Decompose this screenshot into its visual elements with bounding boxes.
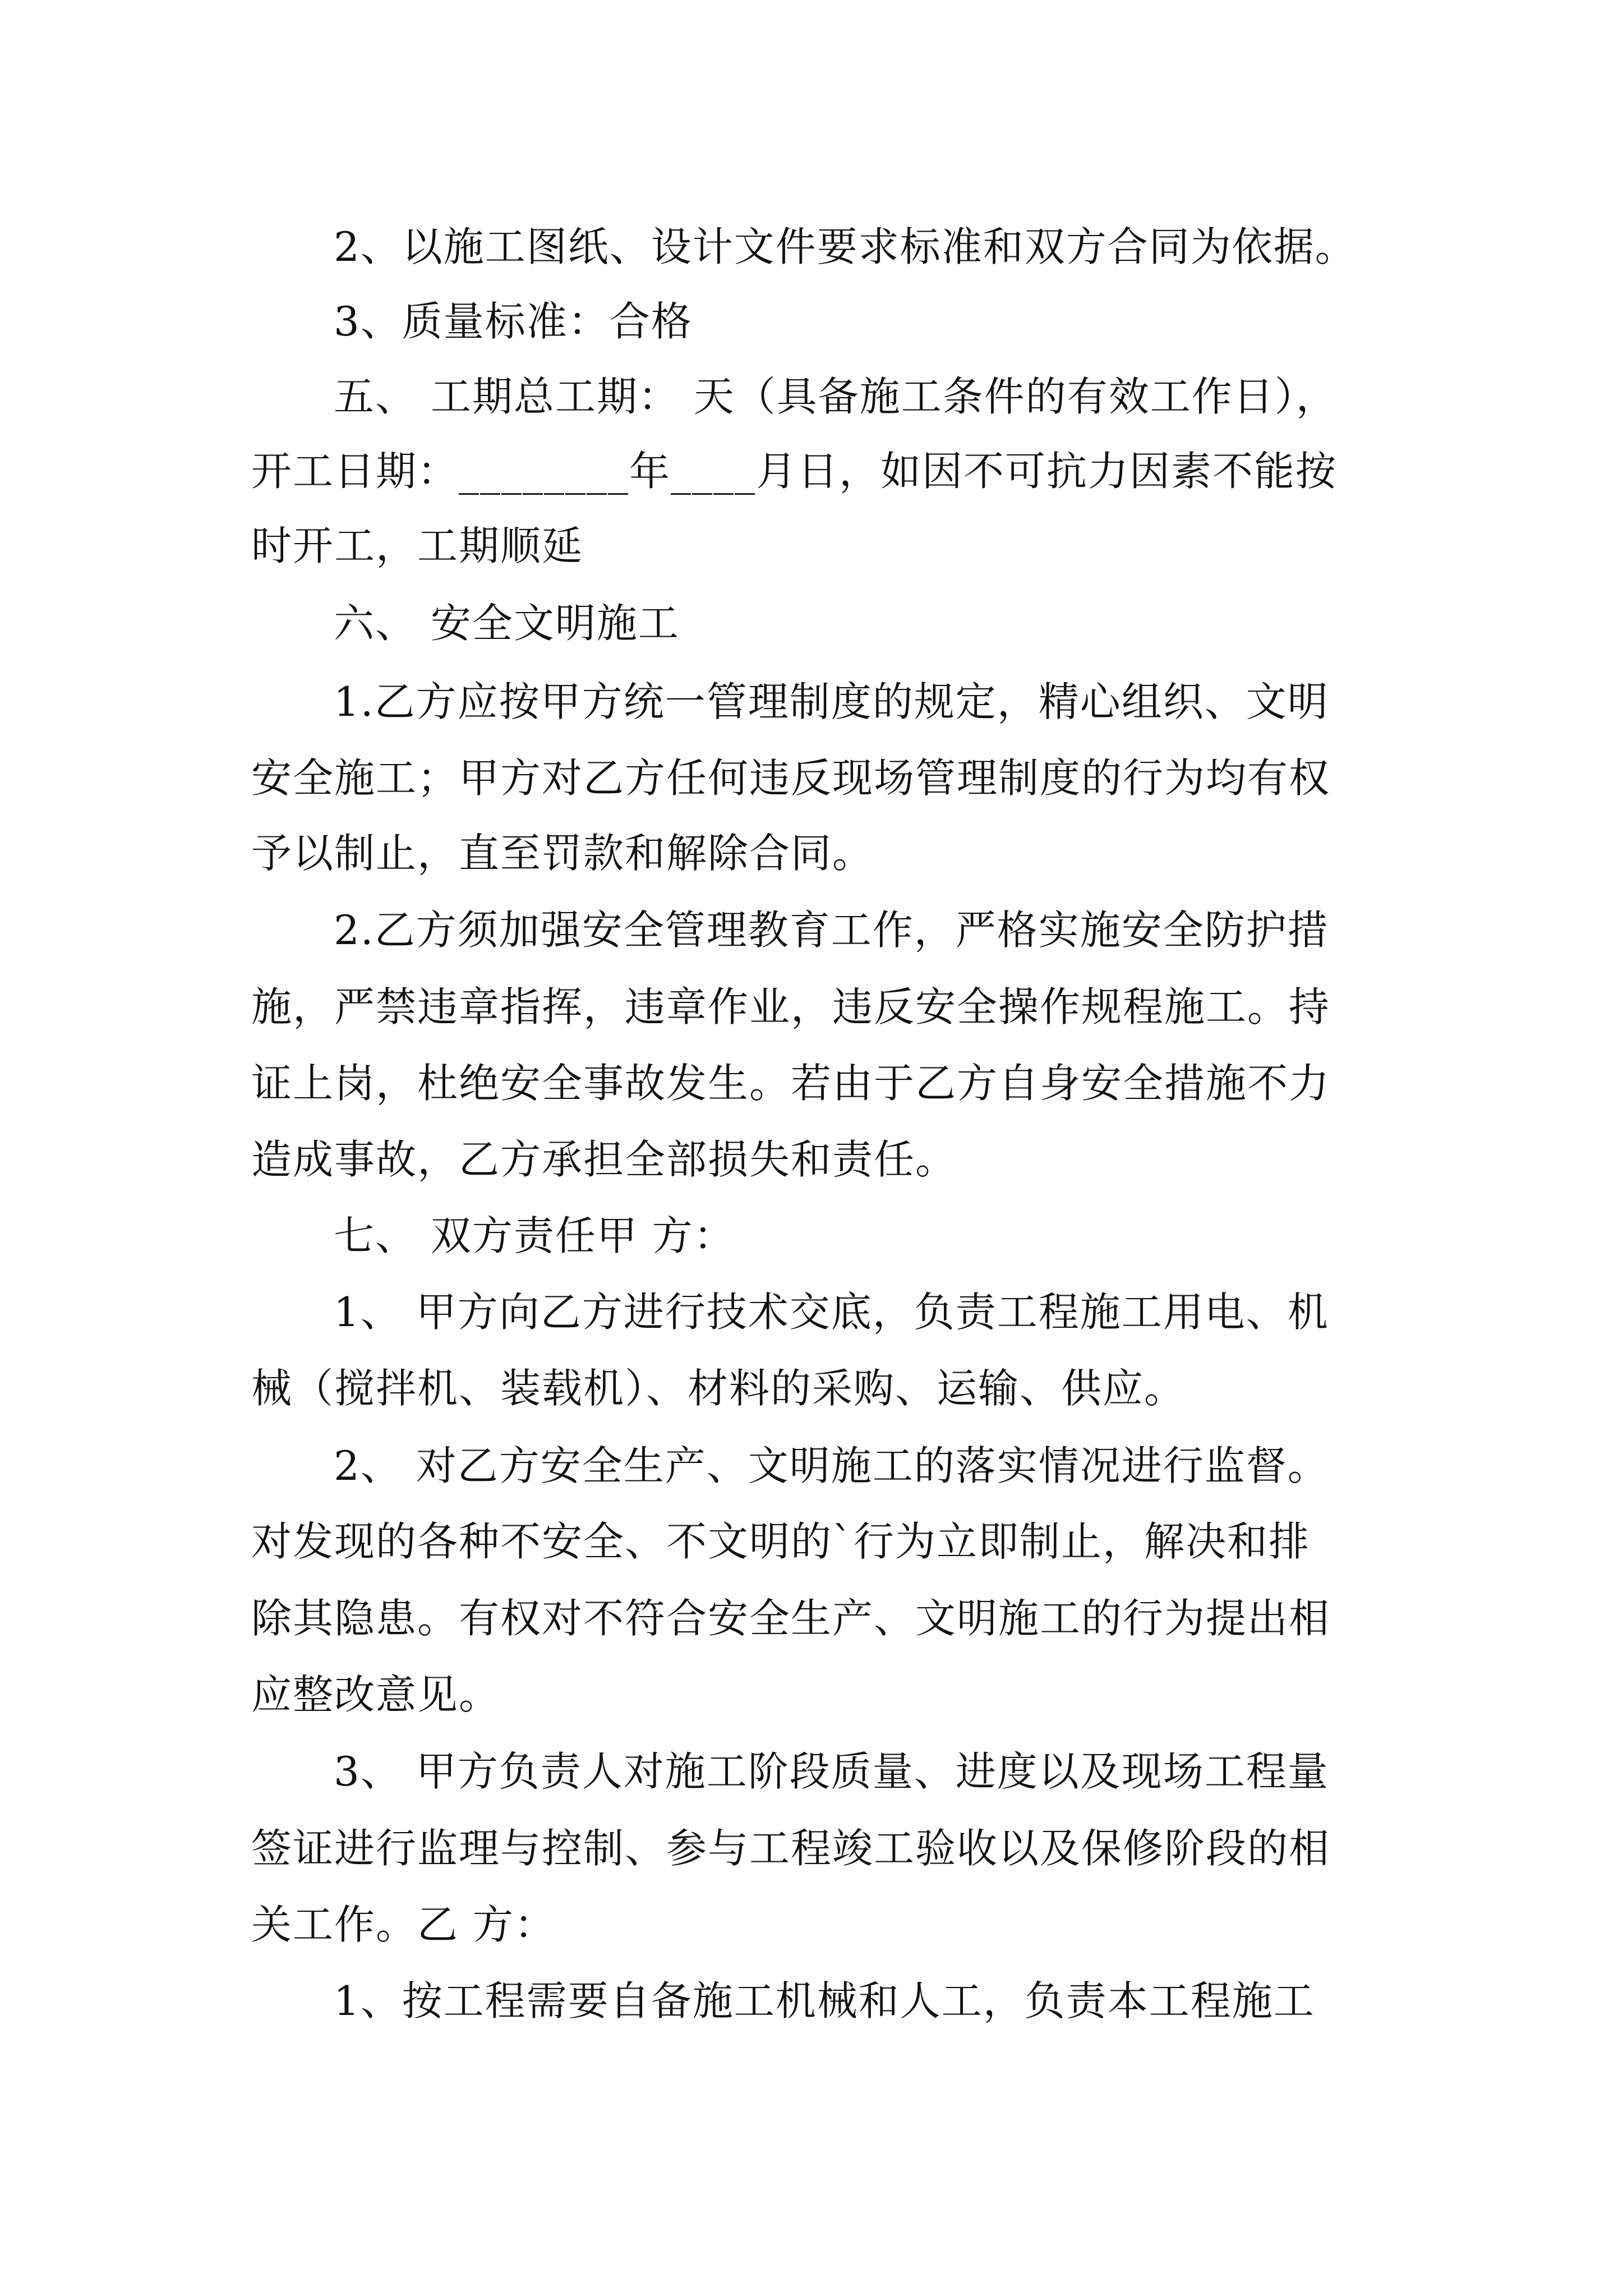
text-line: 应整改意见。	[251, 1671, 501, 1718]
text-line: 签证进行监理与控制、参与工程竣工验收以及保修阶段的相	[251, 1825, 1331, 1872]
text-line: 1、 甲方向乙方进行技术交底，负责工程施工用电、机	[334, 1289, 1329, 1336]
text-line: 对发现的各种不安全、不文明的`行为立即制止，解决和排	[251, 1518, 1311, 1565]
text-line: 2.乙方须加强安全管理教育工作，严格实施安全防护措	[334, 907, 1329, 954]
text-line: 2、 对乙方安全生产、文明施工的落实情况进行监督。	[334, 1442, 1329, 1489]
text-line: 2、以施工图纸、设计文件要求标准和双方合同为依据。	[334, 223, 1357, 270]
text-line: 六、 安全文明施工	[334, 600, 680, 647]
text-line: 七、 双方责任甲 方：	[334, 1212, 735, 1259]
text-line: 予以制止，直至罚款和解除合同。	[251, 830, 874, 877]
text-line: 除其隐患。有权对不符合安全生产、文明施工的行为提出相	[251, 1595, 1331, 1642]
text-line: 1.乙方应按甲方统一管理制度的规定，精心组织、文明	[334, 678, 1329, 725]
text-line: 1、按工程需要自备施工机械和人工，负责本工程施工	[334, 1977, 1315, 2024]
text-line: 五、 工期总工期： 天（具备施工条件的有效工作日），	[334, 373, 1338, 420]
text-line: 3、 甲方负责人对施工阶段质量、进度以及现场工程量	[334, 1748, 1329, 1795]
text-line: 证上岗，杜绝安全事故发生。若由于乙方自身安全措施不力	[251, 1060, 1331, 1107]
text-line: 施，严禁违章指挥，违章作业，违反安全操作规程施工。持	[251, 983, 1331, 1030]
text-line: 安全施工；甲方对乙方任何违反现场管理制度的行为均有权	[251, 754, 1331, 802]
text-line: 关工作。乙 方：	[251, 1901, 556, 1948]
text-line: 时开工，工期顺延	[251, 522, 584, 569]
text-line: 开工日期：________年____月日，如因不可抗力因素不能按	[251, 448, 1338, 495]
text-line: 3、质量标准：合格	[334, 298, 693, 345]
text-line: 造成事故，乙方承担全部损失和责任。	[251, 1136, 957, 1183]
text-line: 械（搅拌机、装载机）、材料的采购、运输、供应。	[251, 1365, 1186, 1412]
